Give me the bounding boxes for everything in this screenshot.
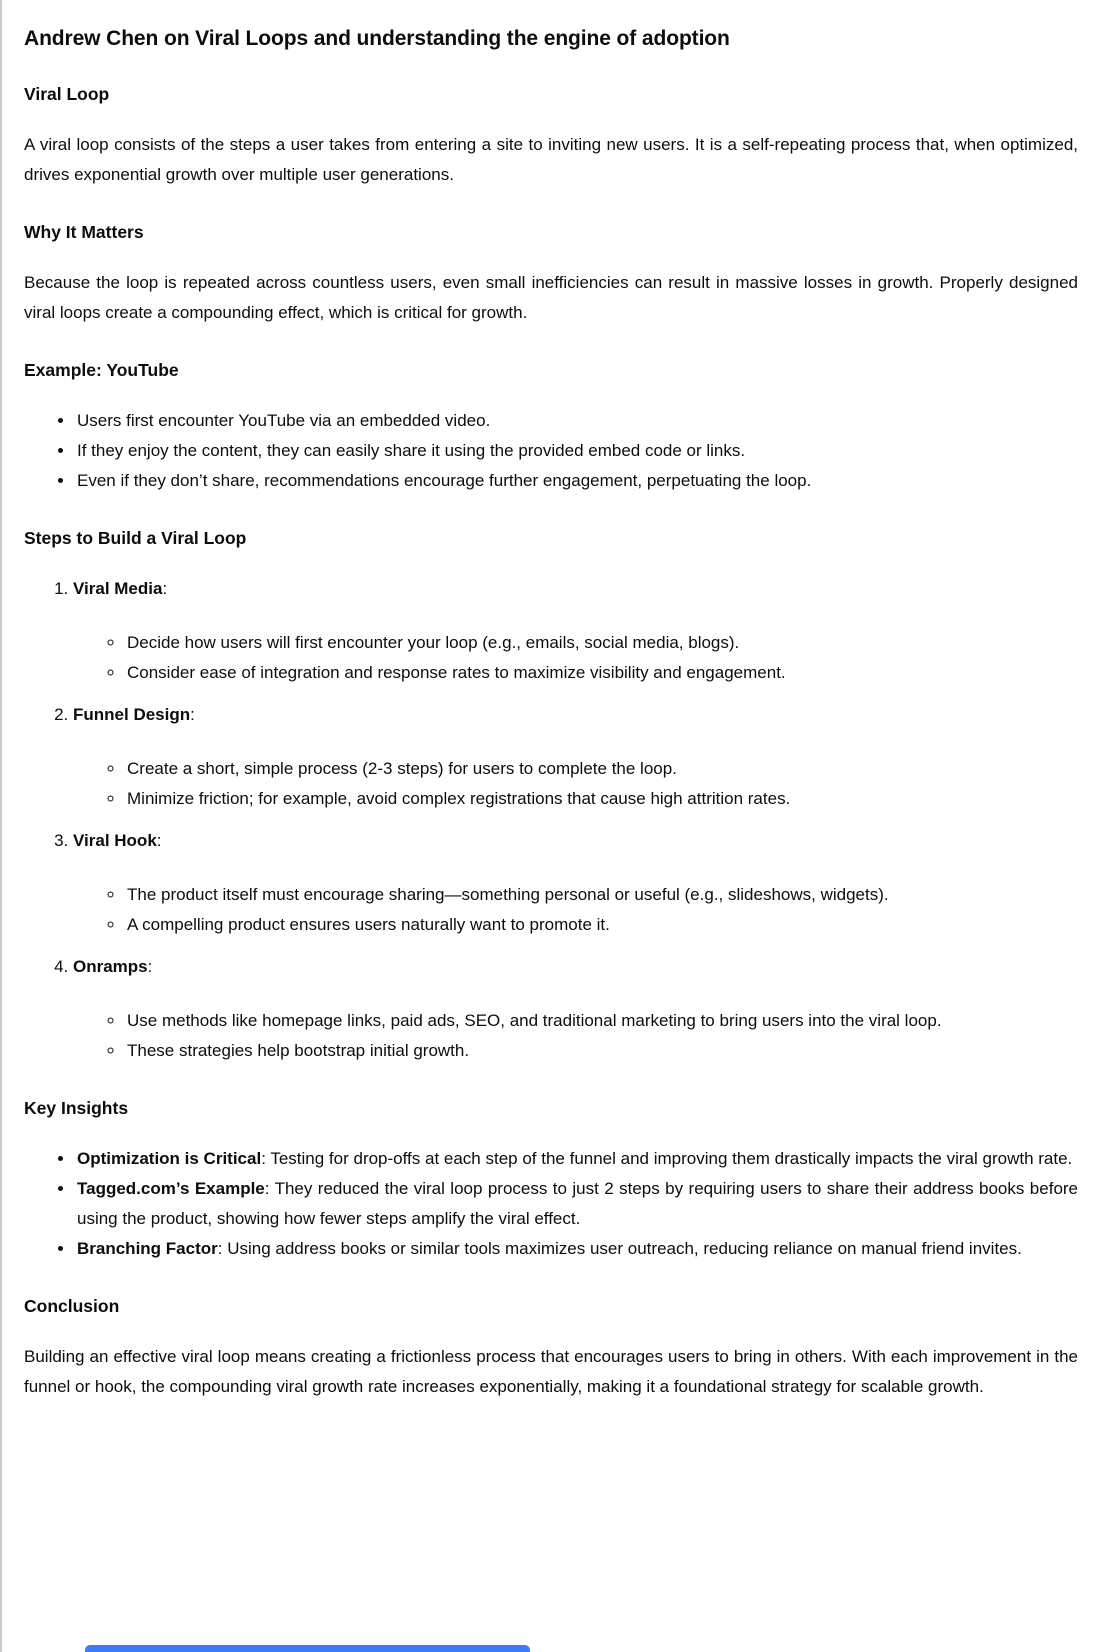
viral-loop-paragraph: A viral loop consists of the steps a user takes from entering a site to inviting new users. It is a self-repeating process that, when optimized, drives exponential growth over multiple user generations. — [24, 135, 1078, 184]
insight-label: Tagged.com’s Example — [77, 1179, 265, 1198]
bullet-item: • Users first encounter YouTube via an embedded video. — [75, 406, 1078, 436]
sub-bullet-item: ◦ These strategies help bootstrap initial growth. — [125, 1036, 1078, 1066]
bullet-item: • If they enjoy the content, they can easily share it using the provided embed code or links. — [75, 436, 1078, 466]
sub-bullet-item: ◦ Consider ease of integration and response rates to maximize visibility and engagement. — [125, 658, 1078, 688]
step-item — [73, 700, 1078, 814]
step-label: Onramps — [73, 957, 148, 976]
example-youtube-list — [24, 406, 1078, 496]
section-heading-viral-loop: Viral Loop — [24, 84, 110, 104]
step-label: Funnel Design — [73, 705, 191, 724]
step-item — [73, 952, 1078, 1066]
step-label-suffix: : — [156, 831, 162, 850]
step-sub-list — [73, 1006, 1078, 1066]
insight-text: : Testing for drop-offs at each step of the funnel and improving them drastically impacts the viral growth rate. — [261, 1149, 1073, 1168]
step-sub-list — [73, 880, 1078, 940]
step-item — [73, 574, 1078, 688]
section-heading-why-it-matters: Why It Matters — [24, 222, 144, 242]
insight-label: Optimization is Critical — [77, 1149, 262, 1168]
step-sub-list — [73, 628, 1078, 688]
step-label-suffix: : — [162, 579, 168, 598]
section-heading-key-insights: Key Insights — [24, 1098, 129, 1118]
document-body — [2, 0, 1098, 1426]
step-item — [73, 826, 1078, 940]
insight-text: : Using address books or similar tools maximizes user outreach, reducing reliance on manual friend invites. — [217, 1239, 1022, 1258]
sub-bullet-item: ◦ The product itself must encourage sharing—something personal or useful (e.g., slideshows, widgets). — [125, 880, 1078, 910]
sub-bullet-item: ◦ Create a short, simple process (2-3 steps) for users to complete the loop. — [125, 754, 1078, 784]
insight-item — [75, 1234, 1078, 1264]
section-heading-steps: Steps to Build a Viral Loop — [24, 528, 247, 548]
step-label: Viral Media — [73, 579, 163, 598]
sub-bullet-item: ◦ Use methods like homepage links, paid ads, SEO, and traditional marketing to bring users into the viral loop. — [125, 1006, 1078, 1036]
conclusion-paragraph: Building an effective viral loop means creating a frictionless process that encourages users to bring in others. With each improvement in the funnel or hook, the compounding viral growth rate increases exponentially, making it a foundational strategy for scalable growth. — [24, 1347, 1078, 1396]
insight-label: Branching Factor — [77, 1239, 218, 1258]
step-label-suffix: : — [190, 705, 195, 724]
key-insights-list — [24, 1144, 1078, 1264]
step-sub-list — [73, 754, 1078, 814]
bottom-partial-element — [85, 1645, 530, 1652]
step-label-suffix: : — [147, 957, 153, 976]
section-heading-conclusion: Conclusion — [24, 1296, 120, 1316]
steps-list — [24, 574, 1078, 1066]
insight-item — [75, 1174, 1078, 1234]
insight-item — [75, 1144, 1078, 1174]
page-title: Andrew Chen on Viral Loops and understanding the engine of adoption — [24, 27, 730, 50]
bullet-item: • Even if they don’t share, recommendations encourage further engagement, perpetuating the loop. — [75, 466, 1078, 496]
sub-bullet-item: ◦ A compelling product ensures users naturally want to promote it. — [125, 910, 1078, 940]
sub-bullet-item: ◦ Minimize friction; for example, avoid complex registrations that cause high attrition rates. — [125, 784, 1078, 814]
insight-text: : They reduced the viral loop process to just 2 steps by requiring users to share their address books before using the product, showing how fewer steps amplify the viral effect. — [77, 1179, 1079, 1228]
sub-bullet-item: ◦ Decide how users will first encounter your loop (e.g., emails, social media, blogs). — [125, 628, 1078, 658]
step-label: Viral Hook — [73, 831, 157, 850]
why-it-matters-paragraph: Because the loop is repeated across countless users, even small inefficiencies can result in massive losses in growth. Properly designed viral loops create a compounding effect, which is critical for growth. — [24, 273, 1078, 322]
section-heading-example-youtube: Example: YouTube — [24, 360, 179, 380]
